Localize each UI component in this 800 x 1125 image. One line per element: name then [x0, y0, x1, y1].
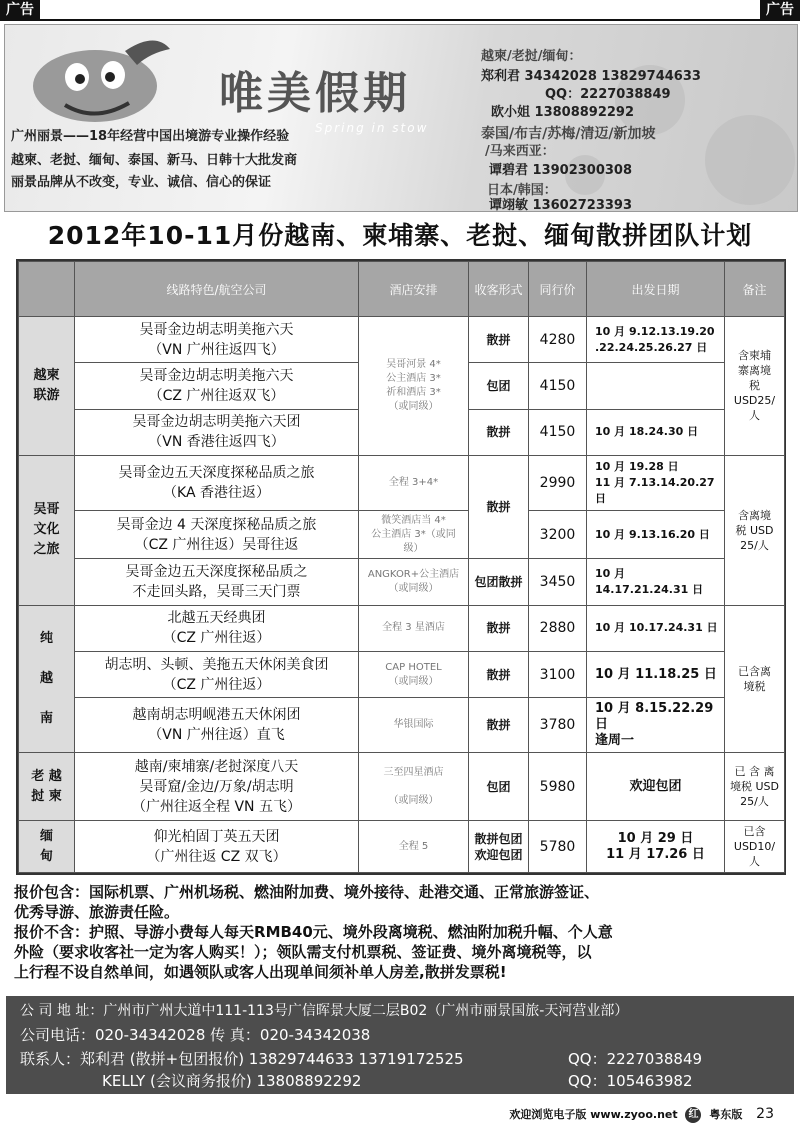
price-cell: 5980 — [529, 753, 587, 821]
form-cell: 包团 — [469, 753, 529, 821]
hotel-cell: 全程 3 星酒店 — [359, 605, 469, 651]
contact-2-heading: 泰国/布吉/苏梅/清迈/新加坡 — [481, 126, 656, 142]
hotel-cell: CAP HOTEL （或同级） — [359, 652, 469, 698]
price-cell: 3450 — [529, 559, 587, 605]
table-row — [19, 821, 785, 873]
form-cell: 散拼 — [469, 455, 529, 558]
page-footer — [509, 1106, 774, 1123]
form-cell: 散拼包团 欢迎包团 — [469, 821, 529, 873]
price-cell: 2990 — [529, 455, 587, 510]
header-cell: 线路特色/航空公司 — [75, 262, 359, 317]
table-row — [19, 753, 785, 821]
dates-cell: 欢迎包团 — [587, 753, 725, 821]
contact-3-line-1: 谭翊敏 13602723393 — [489, 198, 633, 212]
table-row — [19, 455, 785, 510]
contact-person-1: 联系人：郑利君 (散拼+包团报价) 13829744633 13719172525 — [20, 1050, 464, 1068]
header-cell: 收客形式 — [469, 262, 529, 317]
region-cell: 越柬 联游 — [19, 317, 75, 456]
includes-label: 报价包含： — [14, 883, 90, 901]
table-row — [19, 652, 785, 698]
form-cell: 散拼 — [469, 317, 529, 363]
contact-1-line-3: 欧小姐 13808892292 — [491, 105, 635, 120]
hotel-cell: 微笑酒店当 4* 公主酒店 3*（或同 级） — [359, 510, 469, 558]
dates-cell: 10 月 18.24.30 日 — [587, 409, 725, 455]
hotel-cell: 华银国际 — [359, 698, 469, 753]
dates-cell: 10 月 10.17.24.31 日 — [587, 605, 725, 651]
hotel-cell: 吴哥河景 4* 公主酒店 3* 祈和酒店 3* （或同级） — [359, 317, 469, 456]
dates-cell: 10 月 9.13.16.20 日 — [587, 510, 725, 558]
price-cell: 4280 — [529, 317, 587, 363]
table-row — [19, 510, 785, 558]
contact-qq-2: QQ：105463982 — [568, 1072, 693, 1090]
form-cell: 包团 — [469, 363, 529, 409]
route-cell: 吴哥金边五天深度探秘品质之 不走回头路，吴哥三天门票 — [75, 559, 359, 605]
contact-1-line-2: QQ：2227038849 — [545, 87, 671, 102]
dates-cell: 10 月 14.17.21.24.31 日 — [587, 559, 725, 605]
contact-1-line-1: 郑利君 34342028 13829744633 — [481, 69, 701, 84]
route-cell: 吴哥金边胡志明美拖六天团 （VN 香港往返四飞） — [75, 409, 359, 455]
header-cell: 同行价 — [529, 262, 587, 317]
flower-decoration — [705, 115, 795, 205]
table-row — [19, 559, 785, 605]
dates-cell: 10 月 8.15.22.29 日 逢周一 — [587, 698, 725, 753]
route-cell: 越南/柬埔寨/老挝深度八天 吴哥窟/金边/万象/胡志明 （广州往返全程 VN 五飞） — [75, 753, 359, 821]
price-cell: 2880 — [529, 605, 587, 651]
dates-cell: 10 月 29 日 11 月 17.26 日 — [587, 821, 725, 873]
dates-cell — [587, 363, 725, 409]
excludes-text-2: 外险（要求收客社一定为客人购买！）；领队需支付机票税、签证费、境外离境税等，以 — [14, 943, 592, 961]
note-cell: 含离境 税 USD 25/人 — [725, 455, 785, 605]
top-rule — [0, 19, 800, 21]
note-cell: 已含离 境税 — [725, 605, 785, 753]
form-cell: 散拼 — [469, 652, 529, 698]
table-row — [19, 698, 785, 753]
brand-subtitle: Spring in stow — [315, 121, 429, 135]
contact-3-heading: 日本/韩国： — [487, 183, 557, 198]
price-cell: 4150 — [529, 409, 587, 455]
price-cell: 3200 — [529, 510, 587, 558]
table-row — [19, 317, 785, 363]
contact-1-heading: 越柬/老挝/缅甸： — [481, 49, 582, 64]
dates-cell: 10 月 11.18.25 日 — [587, 652, 725, 698]
excludes-label: 报价不含： — [14, 923, 90, 941]
dates-cell: 10 月 19.28 日 11 月 7.13.14.20.27 日 — [587, 455, 725, 510]
region-cell: 吴哥 文化 之旅 — [19, 455, 75, 605]
red-logo-icon: 红 — [685, 1107, 701, 1123]
header-cell: 酒店安排 — [359, 262, 469, 317]
note-cell: 已含 USD10/ 人 — [725, 821, 785, 873]
tour-schedule-table — [16, 259, 786, 875]
tagline-2: 越柬、老挝、缅甸、泰国、新马、日韩十大批发商 — [11, 153, 298, 168]
header-cell — [19, 262, 75, 317]
route-cell: 吴哥金边胡志明美拖六天 （VN 广州往返四飞） — [75, 317, 359, 363]
hotel-cell: 全程 5 — [359, 821, 469, 873]
table-row — [19, 605, 785, 651]
form-cell: 散拼 — [469, 698, 529, 753]
ad-tag-right: 广告 — [760, 0, 800, 20]
route-cell: 北越五天经典团 （CZ 广州往返） — [75, 605, 359, 651]
route-cell: 吴哥金边胡志明美拖六天 （CZ 广州往返双飞） — [75, 363, 359, 409]
page-number: 23 — [756, 1106, 774, 1122]
ad-tag-left: 广告 — [0, 0, 40, 20]
contact-2-line-1: 谭碧君 13902300308 — [489, 163, 633, 178]
price-cell: 3780 — [529, 698, 587, 753]
price-excludes — [14, 922, 790, 942]
price-includes — [14, 882, 790, 902]
form-cell: 散拼 — [469, 409, 529, 455]
route-cell: 胡志明、头顿、美拖五天休闲美食团 （CZ 广州往返） — [75, 652, 359, 698]
region-cell: 缅 甸 — [19, 821, 75, 873]
company-footer — [6, 996, 794, 1094]
price-cell: 3100 — [529, 652, 587, 698]
note-cell: 已 含 离 境税 USD 25/人 — [725, 753, 785, 821]
excludes-text-3: 上行程不设自然单间，如遇领队或客人出现单间须补单人房差,散拼发票税! — [14, 963, 507, 981]
mascot-logo-icon — [25, 31, 175, 131]
page-title: 2012年10-11月份越南、柬埔寨、老挝、缅甸散拼团队计划 — [47, 221, 753, 250]
form-cell: 散拼 — [469, 605, 529, 651]
header-cell: 备注 — [725, 262, 785, 317]
region-cell: 纯 越 南 — [19, 605, 75, 753]
hotel-cell: 全程 3+4* — [359, 455, 469, 510]
contact-2-line-2: /马来西亚： — [485, 144, 555, 159]
edition-label: 粤东版 — [709, 1108, 743, 1121]
price-cell: 4150 — [529, 363, 587, 409]
includes-text-1: 国际机票、广州机场税、燃油附加费、境外接待、赴港交通、正常旅游签证、 — [89, 883, 600, 901]
company-address: 公 司 地 址：广州市广州大道中111-113号广信晖景大厦二层B02（广州市丽景国旅-天河营业部） — [20, 1003, 629, 1019]
route-cell: 仰光柏固丁英五天团 （广州往返 CZ 双飞） — [75, 821, 359, 873]
dates-cell: 10 月 9.12.13.19.20 .22.24.25.26.27 日 — [587, 317, 725, 363]
price-cell: 5780 — [529, 821, 587, 873]
hotel-cell: ANGKOR+公主酒店 （或同级） — [359, 559, 469, 605]
route-cell: 吴哥金边 4 天深度探秘品质之旅 （CZ 广州往返）吴哥往返 — [75, 510, 359, 558]
includes-text-2: 优秀导游、旅游责任险。 — [14, 903, 180, 921]
excludes-text-1: 护照、导游小费每人每天RMB40元、境外段离境税、燃油附加税升幅、个人意 — [89, 923, 613, 941]
tagline-3: 丽景品牌从不改变，专业、诚信、信心的保证 — [11, 175, 272, 190]
tagline-1: 广州丽景——18年经营中国出境游专业操作经验 — [11, 129, 290, 144]
company-phone: 公司电话：020-34342028 传 真：020-34342038 — [20, 1026, 371, 1044]
route-cell: 吴哥金边五天深度探秘品质之旅 （KA 香港往返） — [75, 455, 359, 510]
form-cell: 包团散拼 — [469, 559, 529, 605]
header-cell: 出发日期 — [587, 262, 725, 317]
site-url: 欢迎浏览电子版 www.zyoo.net — [509, 1108, 678, 1121]
table-header-row — [19, 262, 785, 317]
ad-banner — [4, 24, 798, 212]
region-cell: 老 越 挝 柬 — [19, 753, 75, 821]
hotel-cell: 三至四星酒店 （或同级） — [359, 753, 469, 821]
contact-qq-1: QQ：2227038849 — [568, 1050, 703, 1068]
note-cell: 含柬埔 寨离境 税 USD25/ 人 — [725, 317, 785, 456]
route-cell: 越南胡志明岘港五天休闲团 （VN 广州往返）直飞 — [75, 698, 359, 753]
contact-person-2: KELLY (会议商务报价) 13808892292 — [102, 1072, 362, 1090]
brand-name: 唯美假期 — [219, 68, 411, 119]
